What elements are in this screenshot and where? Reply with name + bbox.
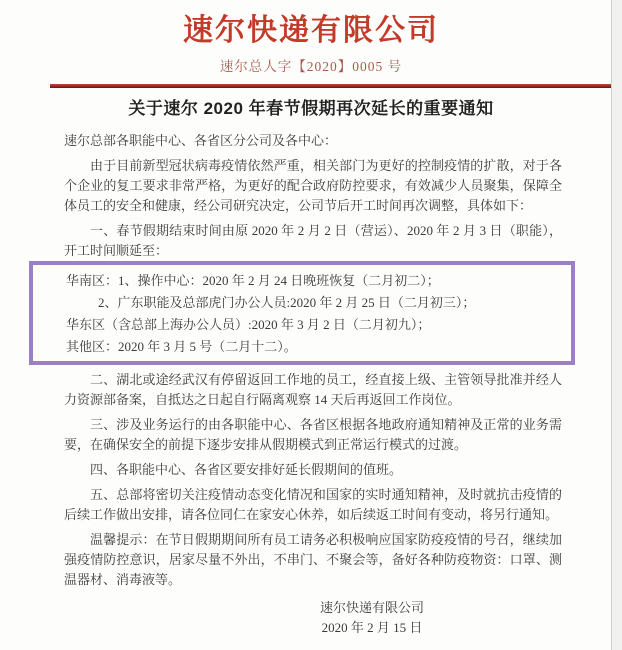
box-line-other-regions: 其他区：2020 年 3 月 5 号（二月十二）。	[66, 339, 297, 354]
item-3-paragraph: 三、涉及业务运行的由各职能中心、各省区根据各地政府通知精神及正常的业务需要，在确保安全的前提下逐步安排从假期模式到正常运行模式的过渡。	[64, 417, 562, 452]
highlight-box	[29, 261, 575, 365]
notice-title: 关于速尔 2020 年春节假期再次延长的重要通知	[128, 99, 494, 118]
document-number: 速尔总人字【2020】0005 号	[219, 59, 403, 74]
box-line-south-china: 华南区：1、操作中心：2020 年 2 月 24 日晚班恢复（二月初二）；	[66, 273, 440, 288]
intro-paragraph: 由于目前新型冠状病毒疫情依然严重，相关部门为更好的控制疫情的扩散，对于各个企业的复工要求非常严格，为更好的配合政府防控要求，有效减少人员聚集，保障全体员工的安全和健康，经公司研究决定，公司节后开工时间再次调整，具体如下：	[64, 158, 562, 213]
signature-block	[292, 598, 452, 638]
document-header	[0, 0, 622, 120]
signature-company: 速尔快递有限公司	[319, 600, 424, 615]
notice-body	[0, 120, 622, 638]
box-line-east-china: 华东区（含总部上海办公人员）:2020 年 3 月 2 日（二月初九）；	[66, 317, 431, 332]
item-1-paragraph: 一、春节假期结束时间由原 2020 年 2 月 2 日（营运）、2020 年 2 月 3 日（职能），开工时间顺延至：	[64, 223, 562, 258]
item-5-paragraph: 五、总部将密切关注疫情动态变化情况和国家的实时通知精神，及时就抗击疫情的后续工作做出安排，请各位同仁在家安心休养，如后续返工时间有变动，将另行通知。	[64, 487, 562, 522]
page-right-edge	[611, 0, 622, 650]
salutation: 速尔总部各职能中心、各省区分公司及各中心：	[64, 133, 338, 148]
box-line-guangdong: 2、广东职能及总部虎门办公人员:2020 年 2 月 25 日（二月初三）；	[98, 295, 476, 310]
company-title: 速尔快递有限公司	[183, 14, 439, 47]
item-2-paragraph: 二、湖北或途经武汉有停留返回工作地的员工，经直接上级、主管领导批准并经人力资源部备案，自抵达之日起自行隔离观察 14 天后再返回工作岗位。	[64, 372, 562, 407]
item-4-paragraph: 四、各职能中心、各省区要安排好延长假期间的值班。	[90, 462, 403, 477]
red-divider-rule	[50, 84, 612, 88]
signature-date: 2020 年 2 月 15 日	[321, 620, 423, 635]
reminder-paragraph: 温馨提示：在节日假期期间所有员工请务必积极响应国家防疫疫情的号召，继续加强疫情防控意识，居家尽量不外出，不串门、不聚会等，备好各种防疫物资：口罩、测温器材、消毒液等。	[64, 532, 562, 587]
